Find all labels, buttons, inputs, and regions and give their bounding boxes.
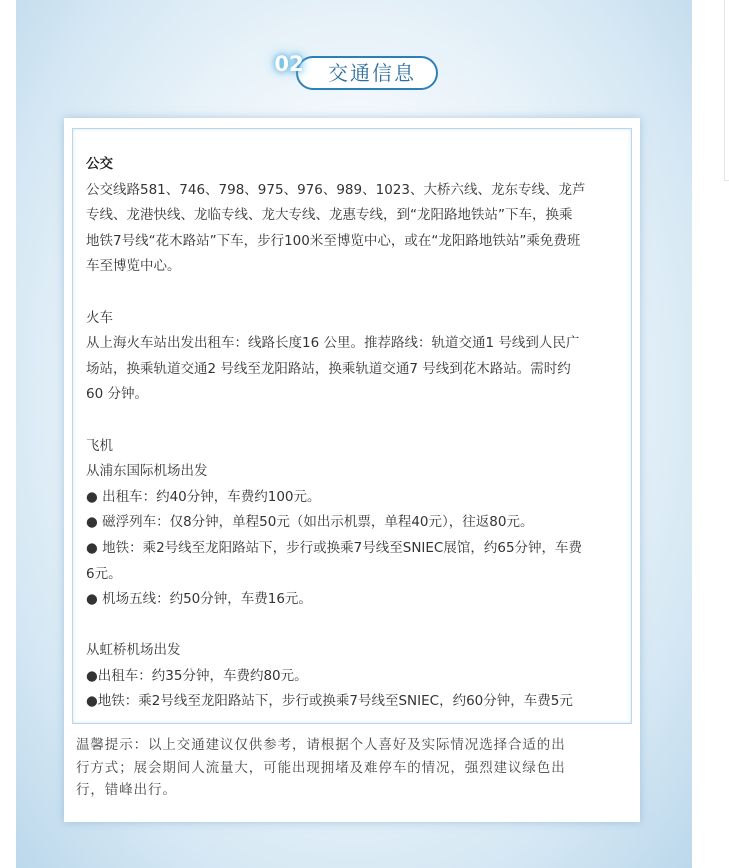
right-divider — [724, 0, 729, 181]
train-line: 60 分钟。 — [86, 386, 148, 403]
bus-line: 公交线路581、746、798、975、976、989、1023、大桥六线、龙东专线、龙芦 — [86, 181, 586, 198]
hongqiao-item: ●出租车：约35分钟，车费约80元。 — [86, 667, 308, 684]
section-title-badge — [258, 42, 444, 98]
pudong-item: ● 出租车：约40分钟，车费约100元。 — [86, 488, 321, 505]
pudong-item: ● 磁浮列车：仅8分钟，单程50元（如出示机票，单程40元），往返80元。 — [86, 514, 534, 531]
bus-line: 车至博览中心。 — [86, 258, 181, 275]
section-number: 02 — [274, 52, 304, 76]
hongqiao-item: ●地铁：乘2号线至龙阳路站下，步行或换乘7号线至SNIEC，约60分钟，车费5元 — [86, 693, 573, 710]
plane-heading: 飞机 — [86, 437, 113, 454]
bus-line: 地铁7号线“花木路站”下车，步行100米至博览中心，或在“龙阳路地铁站”乘免费班 — [86, 232, 581, 249]
pudong-item: 6元。 — [86, 565, 122, 582]
train-line: 从上海火车站出发出租车：线路长度16 公里。推荐路线：轨道交通1 号线到人民广 — [86, 335, 580, 352]
transport-content — [86, 152, 626, 715]
tip-line: 温馨提示：以上交通建议仅供参考，请根据个人喜好及实际情况选择合适的出 — [76, 737, 566, 753]
travel-tip — [76, 734, 632, 802]
pudong-item: ● 地铁：乘2号线至龙阳路站下，步行或换乘7号线至SNIEC展馆，约65分钟，车费 — [86, 539, 583, 556]
pudong-item: ● 机场五线：约50分钟，车费16元。 — [86, 591, 312, 608]
tip-line: 行方式；展会期间人流量大，可能出现拥堵及难停车的情况，强烈建议绿色出 — [76, 759, 566, 776]
hongqiao-heading: 从虹桥机场出发 — [86, 642, 181, 659]
title-pill — [296, 56, 438, 90]
section-title: 交通信息 — [328, 61, 416, 85]
bus-heading: 公交 — [86, 156, 113, 172]
train-line: 场站，换乘轨道交通2 号线至龙阳路站，换乘轨道交通7 号线到花木路站。需时约 — [86, 360, 571, 377]
pudong-heading: 从浦东国际机场出发 — [86, 463, 208, 480]
tip-line: 行，错峰出行。 — [76, 782, 177, 798]
bus-line: 专线、龙港快线、龙临专线、龙大专线、龙惠专线，到“龙阳路地铁站”下车，换乘 — [86, 207, 573, 224]
train-heading: 火车 — [86, 309, 113, 326]
